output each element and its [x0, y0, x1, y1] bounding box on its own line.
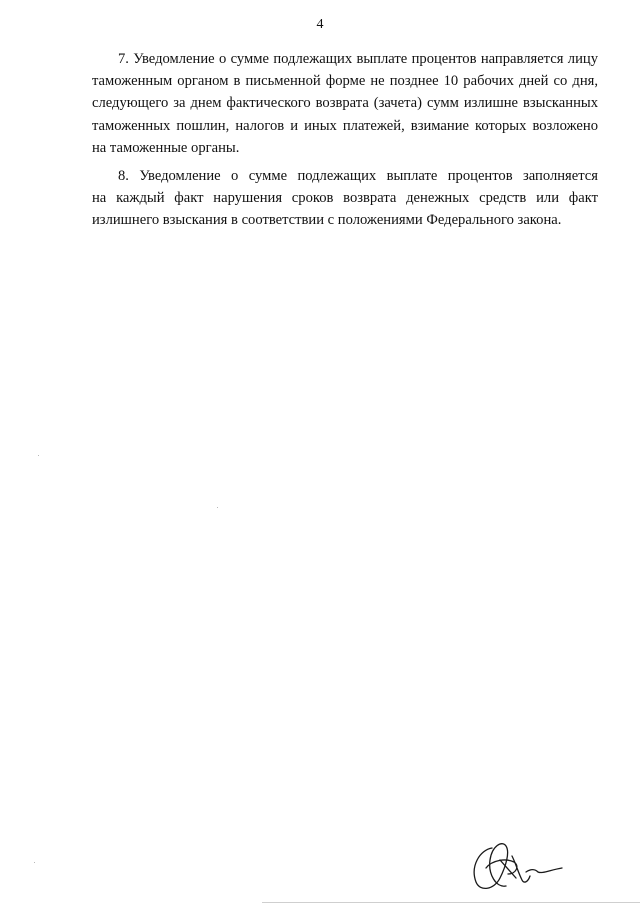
paragraph-line: таможенных пошлин, налогов и иных платежей, взимание которых возложено	[92, 117, 598, 134]
scan-speck	[38, 455, 39, 456]
page-number: 4	[316, 17, 324, 32]
signature-icon	[466, 838, 566, 898]
paragraph-8	[92, 165, 598, 232]
paragraph-line: на каждый факт нарушения сроков возврата денежных средств или факт	[92, 190, 598, 207]
paragraph-line: таможенным органом в письменной форме не позднее 10 рабочих дней со дня,	[92, 73, 598, 90]
scan-speck	[34, 862, 35, 863]
scan-edge-line	[262, 902, 640, 903]
document-body	[92, 48, 598, 238]
scan-speck	[217, 507, 218, 508]
paragraph-line: 7. Уведомление о сумме подлежащих выплате процентов направляется лицу	[118, 51, 598, 67]
paragraph-line: следующего за днем фактического возврата (зачета) сумм излишне взысканных	[92, 95, 598, 112]
paragraph-line: 8. Уведомление о сумме подлежащих выплате процентов заполняется	[118, 168, 598, 185]
paragraph-7	[92, 48, 598, 159]
paragraph-line: на таможенные органы.	[92, 139, 240, 156]
paragraph-line: излишнего взыскания в соответствии с положениями Федерального закона.	[92, 212, 562, 229]
